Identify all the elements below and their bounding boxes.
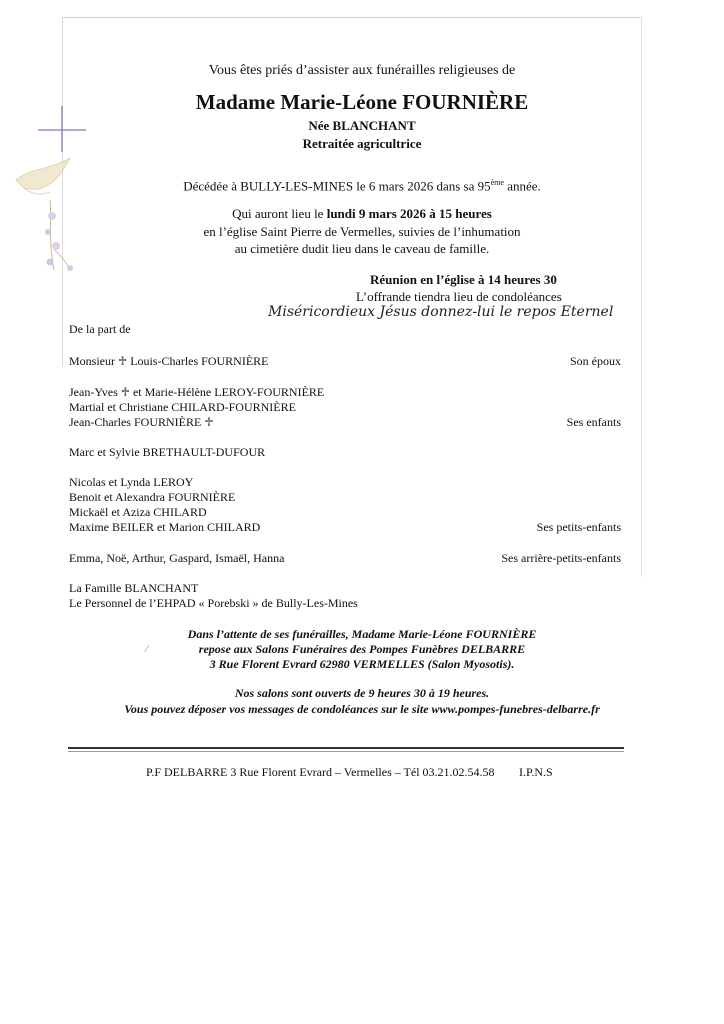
- invitation-line: Vous êtes priés d’assister aux funérailles religieuses de: [208, 63, 516, 78]
- child-1-rest: et Marie-Hélène LEROY-FOURNIÈRE: [129, 385, 325, 399]
- death-text-end: année.: [503, 178, 541, 194]
- husband-name: Louis-Charles FOURNIÈRE: [127, 354, 269, 368]
- ceremony-line-2: en l’église Saint Pierre de Vermelles, suivies de l’inhumation: [203, 224, 521, 239]
- family-intro: De la part de: [69, 322, 131, 336]
- offering-note: L’offrande tiendra lieu de condoléances: [356, 289, 562, 304]
- children-relation: Ses enfants: [566, 415, 621, 429]
- grandchildren-relation: Ses petits-enfants: [536, 520, 621, 534]
- grandchild-line: Nicolas et Lynda LEROY: [69, 475, 194, 489]
- prayer-line: Miséricordieux Jésus donnez-lui le repos Eternel: [268, 304, 614, 320]
- child-3-name: Jean-Charles FOURNIÈRE: [69, 415, 205, 429]
- reunion-time: Réunion en l’église à 14 heures 30: [370, 272, 557, 287]
- salon-line-1: Dans l’attente de ses funérailles, Madame Marie-Léone FOURNIÈRE: [187, 627, 537, 641]
- salon-hours: Nos salons sont ouverts de 9 heures 30 à 19 heures.: [234, 686, 490, 700]
- husband-relation: Son époux: [570, 354, 621, 368]
- grandchild-line: Maxime BEILER et Marion CHILARD: [69, 520, 261, 534]
- great-grandchildren-relation: Ses arrière-petits-enfants: [501, 551, 621, 565]
- footer-rule: [68, 747, 624, 749]
- footer-rule-thin: [68, 751, 624, 752]
- ceremony-line-3: au cimetière dudit lieu dans le caveau de famille.: [234, 241, 490, 256]
- child-line-1: [69, 385, 324, 400]
- great-grandchildren-line: Emma, Noë, Arthur, Gaspard, Ismaël, Hanna: [69, 551, 285, 565]
- death-text: Décédée à BULLY-LES-MINES le 6 mars 2026 dans sa 95: [183, 178, 491, 194]
- cross-symbol-icon: ♱: [118, 354, 128, 368]
- maiden-name: Née BLANCHANT: [308, 118, 416, 133]
- husband-title: Monsieur: [69, 354, 118, 368]
- husband-line: [69, 354, 269, 369]
- salon-line-3: 3 Rue Florent Evrard 62980 VERMELLES (Salon Myosotis).: [209, 657, 515, 671]
- cross-symbol-icon: ♱: [120, 385, 130, 399]
- salon-line-2: repose aux Salons Funéraires des Pompes Funèbres DELBARRE: [198, 642, 526, 656]
- child-1-first: Jean-Yves: [69, 385, 121, 399]
- salon-website: Vous pouvez déposer vos messages de condoléances sur le site www.pompes-funebres-delbarre.fr: [124, 702, 600, 716]
- other-family-line: Marc et Sylvie BRETHAULT-DUFOUR: [69, 445, 266, 459]
- ehpad-line: Le Personnel de l’EHPAD « Porebski » de Bully-Les-Mines: [69, 596, 358, 610]
- death-superscript: ème: [490, 178, 504, 187]
- footer-company: P.F DELBARRE 3 Rue Florent Evrard – Vermelles – Tél 03.21.02.54.58: [146, 765, 495, 779]
- footer-ipns: I.P.N.S: [519, 765, 553, 779]
- child-line-2: Martial et Christiane CHILARD-FOURNIÈRE: [69, 400, 296, 414]
- child-line-3: [69, 415, 214, 430]
- pen-mark: ⁄: [146, 644, 148, 655]
- grandchild-line: Benoit et Alexandra FOURNIÈRE: [69, 490, 236, 504]
- ceremony-intro: Qui auront lieu le: [232, 206, 327, 221]
- famille-line: La Famille BLANCHANT: [69, 581, 199, 595]
- grandchild-line: Mickaël et Aziza CHILARD: [69, 505, 207, 519]
- death-notice: [0, 178, 724, 194]
- occupation: Retraitée agricultrice: [302, 136, 422, 151]
- cross-symbol-icon: ♱: [204, 415, 214, 429]
- ceremony-line-1: [0, 206, 724, 222]
- page-edge-top: [62, 17, 642, 18]
- deceased-name: Madame Marie-Léone FOURNIÈRE: [195, 90, 529, 114]
- ceremony-date: lundi 9 mars 2026 à 15 heures: [326, 206, 492, 221]
